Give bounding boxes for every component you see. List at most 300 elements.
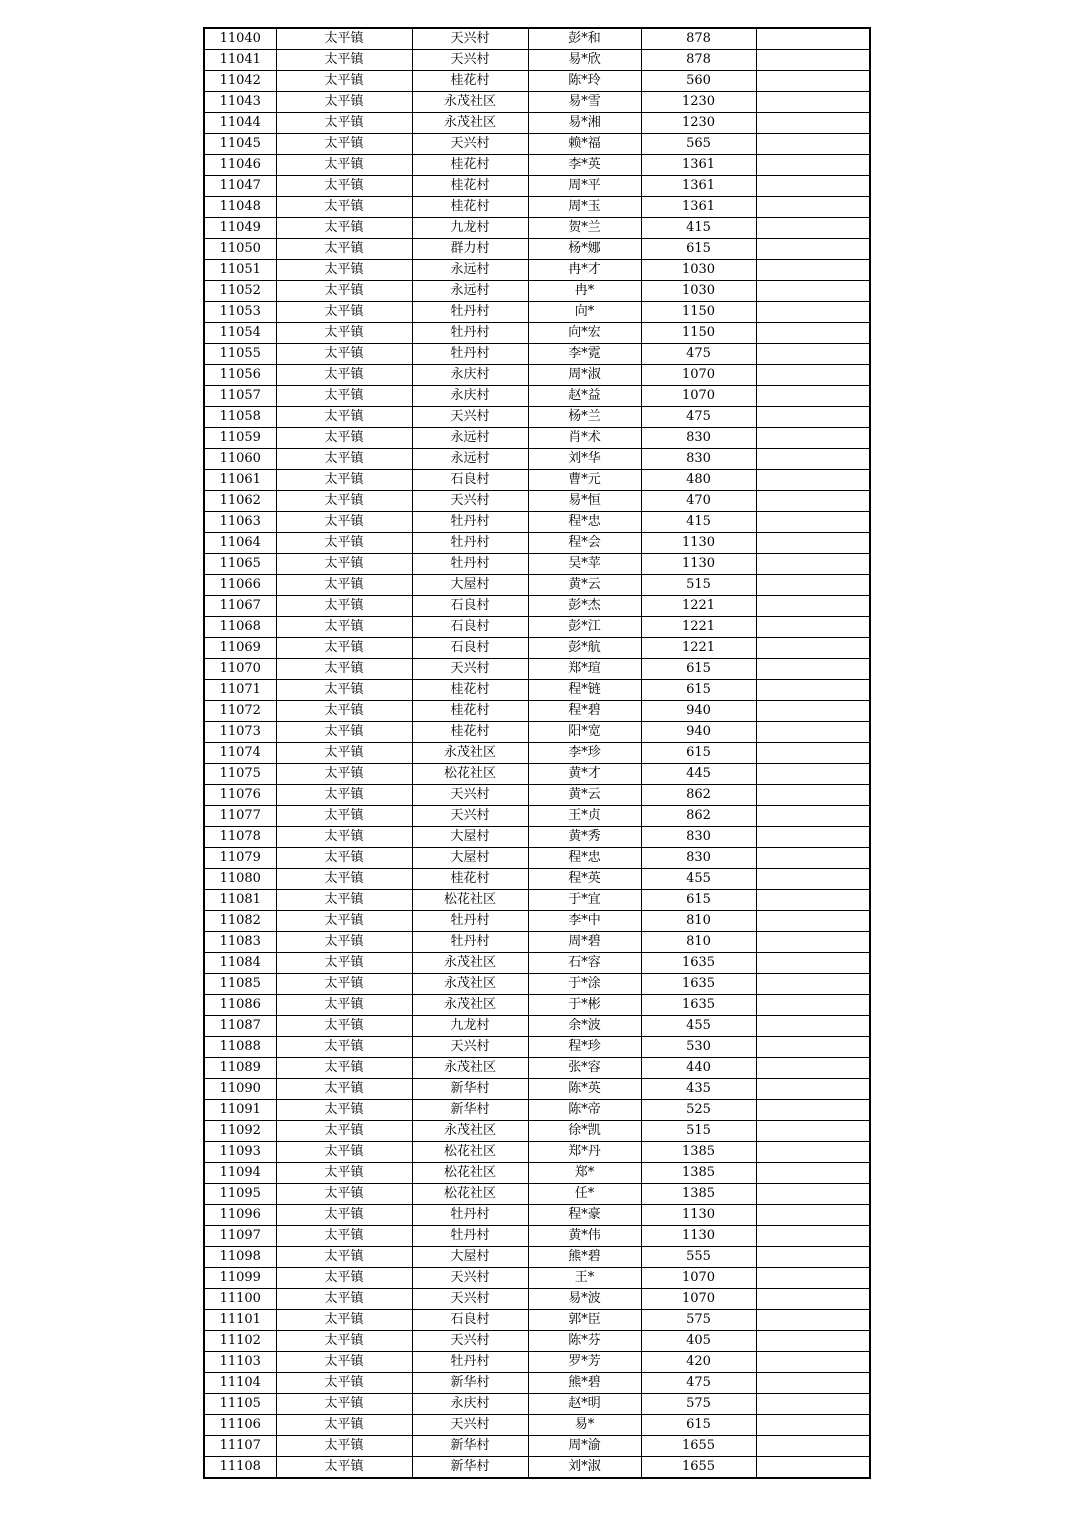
table-row <box>204 680 870 701</box>
table-row <box>204 281 870 302</box>
amount-cell: 1221 <box>641 638 756 659</box>
note-cell <box>756 491 870 512</box>
note-cell <box>756 722 870 743</box>
name-cell: 周*玉 <box>528 197 641 218</box>
table-row <box>204 155 870 176</box>
town-cell: 太平镇 <box>276 449 412 470</box>
amount-cell: 830 <box>641 428 756 449</box>
name-cell: 赖*福 <box>528 134 641 155</box>
table-row <box>204 92 870 113</box>
table-row <box>204 890 870 911</box>
village-cell: 牡丹村 <box>412 344 528 365</box>
village-cell: 石良村 <box>412 470 528 491</box>
id-cell: 11078 <box>204 827 276 848</box>
village-cell: 牡丹村 <box>412 932 528 953</box>
name-cell: 郑*瑄 <box>528 659 641 680</box>
town-cell: 太平镇 <box>276 806 412 827</box>
table-row <box>204 911 870 932</box>
table-row <box>204 1037 870 1058</box>
town-cell: 太平镇 <box>276 50 412 71</box>
note-cell <box>756 1163 870 1184</box>
note-cell <box>756 176 870 197</box>
table-row <box>204 1226 870 1247</box>
note-cell <box>756 995 870 1016</box>
id-cell: 11095 <box>204 1184 276 1205</box>
note-cell <box>756 1079 870 1100</box>
table-row <box>204 596 870 617</box>
village-cell: 牡丹村 <box>412 302 528 323</box>
amount-cell: 1150 <box>641 323 756 344</box>
note-cell <box>756 113 870 134</box>
amount-cell: 615 <box>641 1415 756 1436</box>
amount-cell: 475 <box>641 1373 756 1394</box>
id-cell: 11040 <box>204 28 276 50</box>
village-cell: 桂花村 <box>412 176 528 197</box>
id-cell: 11046 <box>204 155 276 176</box>
name-cell: 赵*益 <box>528 386 641 407</box>
note-cell <box>756 1016 870 1037</box>
note-cell <box>756 1394 870 1415</box>
village-cell: 石良村 <box>412 638 528 659</box>
note-cell <box>756 680 870 701</box>
amount-cell: 405 <box>641 1331 756 1352</box>
village-cell: 桂花村 <box>412 680 528 701</box>
id-cell: 11045 <box>204 134 276 155</box>
town-cell: 太平镇 <box>276 785 412 806</box>
village-cell: 永庆村 <box>412 1394 528 1415</box>
id-cell: 11042 <box>204 71 276 92</box>
id-cell: 11084 <box>204 953 276 974</box>
amount-cell: 525 <box>641 1100 756 1121</box>
name-cell: 程*碧 <box>528 701 641 722</box>
note-cell <box>756 911 870 932</box>
table-row <box>204 176 870 197</box>
id-cell: 11071 <box>204 680 276 701</box>
amount-cell: 1221 <box>641 596 756 617</box>
note-cell <box>756 1352 870 1373</box>
note-cell <box>756 1310 870 1331</box>
town-cell: 太平镇 <box>276 1163 412 1184</box>
town-cell: 太平镇 <box>276 1247 412 1268</box>
village-cell: 牡丹村 <box>412 533 528 554</box>
amount-cell: 878 <box>641 28 756 50</box>
amount-cell: 940 <box>641 722 756 743</box>
table-row <box>204 1457 870 1479</box>
id-cell: 11103 <box>204 1352 276 1373</box>
amount-cell: 615 <box>641 239 756 260</box>
name-cell: 彭*杰 <box>528 596 641 617</box>
amount-cell: 1635 <box>641 995 756 1016</box>
town-cell: 太平镇 <box>276 1058 412 1079</box>
id-cell: 11077 <box>204 806 276 827</box>
name-cell: 阳*宽 <box>528 722 641 743</box>
village-cell: 新华村 <box>412 1457 528 1479</box>
name-cell: 向* <box>528 302 641 323</box>
note-cell <box>756 1037 870 1058</box>
id-cell: 11050 <box>204 239 276 260</box>
table-row <box>204 638 870 659</box>
town-cell: 太平镇 <box>276 407 412 428</box>
id-cell: 11063 <box>204 512 276 533</box>
name-cell: 彭*航 <box>528 638 641 659</box>
table-row <box>204 827 870 848</box>
id-cell: 11052 <box>204 281 276 302</box>
name-cell: 熊*碧 <box>528 1247 641 1268</box>
name-cell: 肖*术 <box>528 428 641 449</box>
name-cell: 郑* <box>528 1163 641 1184</box>
note-cell <box>756 806 870 827</box>
table-row <box>204 1268 870 1289</box>
name-cell: 张*容 <box>528 1058 641 1079</box>
village-cell: 牡丹村 <box>412 1352 528 1373</box>
town-cell: 太平镇 <box>276 491 412 512</box>
table-row <box>204 1289 870 1310</box>
village-cell: 天兴村 <box>412 407 528 428</box>
town-cell: 太平镇 <box>276 1100 412 1121</box>
table-row <box>204 470 870 491</box>
town-cell: 太平镇 <box>276 554 412 575</box>
town-cell: 太平镇 <box>276 659 412 680</box>
amount-cell: 1070 <box>641 1289 756 1310</box>
id-cell: 11057 <box>204 386 276 407</box>
note-cell <box>756 323 870 344</box>
table-row <box>204 659 870 680</box>
id-cell: 11073 <box>204 722 276 743</box>
amount-cell: 1070 <box>641 386 756 407</box>
town-cell: 太平镇 <box>276 1373 412 1394</box>
note-cell <box>756 1100 870 1121</box>
amount-cell: 1130 <box>641 1226 756 1247</box>
town-cell: 太平镇 <box>276 281 412 302</box>
name-cell: 余*波 <box>528 1016 641 1037</box>
village-cell: 桂花村 <box>412 722 528 743</box>
note-cell <box>756 134 870 155</box>
village-cell: 牡丹村 <box>412 911 528 932</box>
amount-cell: 1130 <box>641 1205 756 1226</box>
table-row <box>204 365 870 386</box>
id-cell: 11068 <box>204 617 276 638</box>
village-cell: 天兴村 <box>412 1415 528 1436</box>
table-row <box>204 344 870 365</box>
name-cell: 曹*元 <box>528 470 641 491</box>
name-cell: 周*碧 <box>528 932 641 953</box>
amount-cell: 1030 <box>641 260 756 281</box>
amount-cell: 1130 <box>641 554 756 575</box>
id-cell: 11061 <box>204 470 276 491</box>
name-cell: 易*湘 <box>528 113 641 134</box>
amount-cell: 615 <box>641 890 756 911</box>
name-cell: 周*淑 <box>528 365 641 386</box>
table-row <box>204 617 870 638</box>
amount-cell: 615 <box>641 743 756 764</box>
id-cell: 11108 <box>204 1457 276 1479</box>
village-cell: 桂花村 <box>412 869 528 890</box>
note-cell <box>756 344 870 365</box>
town-cell: 太平镇 <box>276 743 412 764</box>
id-cell: 11083 <box>204 932 276 953</box>
town-cell: 太平镇 <box>276 1268 412 1289</box>
town-cell: 太平镇 <box>276 260 412 281</box>
note-cell <box>756 1457 870 1479</box>
id-cell: 11065 <box>204 554 276 575</box>
table-row <box>204 1100 870 1121</box>
id-cell: 11064 <box>204 533 276 554</box>
note-cell <box>756 617 870 638</box>
amount-cell: 1635 <box>641 974 756 995</box>
id-cell: 11049 <box>204 218 276 239</box>
table-row <box>204 491 870 512</box>
village-cell: 永远村 <box>412 281 528 302</box>
id-cell: 11104 <box>204 1373 276 1394</box>
id-cell: 11062 <box>204 491 276 512</box>
note-cell <box>756 449 870 470</box>
town-cell: 太平镇 <box>276 155 412 176</box>
note-cell <box>756 701 870 722</box>
id-cell: 11054 <box>204 323 276 344</box>
table-row <box>204 1436 870 1457</box>
village-cell: 牡丹村 <box>412 512 528 533</box>
amount-cell: 810 <box>641 932 756 953</box>
table-row <box>204 1079 870 1100</box>
amount-cell: 1230 <box>641 113 756 134</box>
note-cell <box>756 1247 870 1268</box>
id-cell: 11066 <box>204 575 276 596</box>
table-row <box>204 1373 870 1394</box>
id-cell: 11099 <box>204 1268 276 1289</box>
id-cell: 11070 <box>204 659 276 680</box>
note-cell <box>756 1121 870 1142</box>
table-row <box>204 806 870 827</box>
note-cell <box>756 554 870 575</box>
village-cell: 桂花村 <box>412 155 528 176</box>
note-cell <box>756 302 870 323</box>
note-cell <box>756 932 870 953</box>
note-cell <box>756 785 870 806</box>
id-cell: 11107 <box>204 1436 276 1457</box>
table-row <box>204 1331 870 1352</box>
id-cell: 11051 <box>204 260 276 281</box>
amount-cell: 1385 <box>641 1142 756 1163</box>
id-cell: 11089 <box>204 1058 276 1079</box>
village-cell: 天兴村 <box>412 785 528 806</box>
id-cell: 11060 <box>204 449 276 470</box>
name-cell: 周*平 <box>528 176 641 197</box>
amount-cell: 830 <box>641 449 756 470</box>
village-cell: 永茂社区 <box>412 743 528 764</box>
village-cell: 天兴村 <box>412 1268 528 1289</box>
name-cell: 杨*兰 <box>528 407 641 428</box>
town-cell: 太平镇 <box>276 512 412 533</box>
amount-cell: 515 <box>641 575 756 596</box>
id-cell: 11074 <box>204 743 276 764</box>
village-cell: 天兴村 <box>412 134 528 155</box>
village-cell: 新华村 <box>412 1373 528 1394</box>
note-cell <box>756 71 870 92</box>
town-cell: 太平镇 <box>276 239 412 260</box>
note-cell <box>756 533 870 554</box>
table-row <box>204 239 870 260</box>
id-cell: 11067 <box>204 596 276 617</box>
note-cell <box>756 596 870 617</box>
id-cell: 11047 <box>204 176 276 197</box>
id-cell: 11072 <box>204 701 276 722</box>
id-cell: 11044 <box>204 113 276 134</box>
note-cell <box>756 407 870 428</box>
id-cell: 11085 <box>204 974 276 995</box>
town-cell: 太平镇 <box>276 680 412 701</box>
table-row <box>204 1415 870 1436</box>
village-cell: 永庆村 <box>412 386 528 407</box>
name-cell: 于*彬 <box>528 995 641 1016</box>
amount-cell: 455 <box>641 869 756 890</box>
id-cell: 11082 <box>204 911 276 932</box>
table-row <box>204 1394 870 1415</box>
village-cell: 永远村 <box>412 260 528 281</box>
note-cell <box>756 1331 870 1352</box>
amount-cell: 445 <box>641 764 756 785</box>
amount-cell: 615 <box>641 659 756 680</box>
town-cell: 太平镇 <box>276 617 412 638</box>
table-row <box>204 407 870 428</box>
name-cell: 任* <box>528 1184 641 1205</box>
table-row <box>204 764 870 785</box>
village-cell: 石良村 <box>412 596 528 617</box>
id-cell: 11094 <box>204 1163 276 1184</box>
town-cell: 太平镇 <box>276 365 412 386</box>
amount-cell: 862 <box>641 785 756 806</box>
table-row <box>204 28 870 50</box>
name-cell: 程*会 <box>528 533 641 554</box>
id-cell: 11076 <box>204 785 276 806</box>
id-cell: 11053 <box>204 302 276 323</box>
note-cell <box>756 197 870 218</box>
village-cell: 石良村 <box>412 1310 528 1331</box>
amount-cell: 1130 <box>641 533 756 554</box>
id-cell: 11097 <box>204 1226 276 1247</box>
name-cell: 易*欣 <box>528 50 641 71</box>
name-cell: 李*英 <box>528 155 641 176</box>
town-cell: 太平镇 <box>276 596 412 617</box>
note-cell <box>756 869 870 890</box>
town-cell: 太平镇 <box>276 323 412 344</box>
village-cell: 永茂社区 <box>412 953 528 974</box>
town-cell: 太平镇 <box>276 575 412 596</box>
name-cell: 于*涂 <box>528 974 641 995</box>
village-cell: 松花社区 <box>412 890 528 911</box>
table-row <box>204 848 870 869</box>
amount-cell: 862 <box>641 806 756 827</box>
village-cell: 松花社区 <box>412 1142 528 1163</box>
amount-cell: 1361 <box>641 155 756 176</box>
town-cell: 太平镇 <box>276 134 412 155</box>
name-cell: 王* <box>528 1268 641 1289</box>
name-cell: 程*链 <box>528 680 641 701</box>
village-cell: 九龙村 <box>412 218 528 239</box>
town-cell: 太平镇 <box>276 71 412 92</box>
id-cell: 11087 <box>204 1016 276 1037</box>
table-row <box>204 785 870 806</box>
amount-cell: 530 <box>641 1037 756 1058</box>
note-cell <box>756 239 870 260</box>
note-cell <box>756 1226 870 1247</box>
table-row <box>204 113 870 134</box>
table-row <box>204 995 870 1016</box>
amount-cell: 810 <box>641 911 756 932</box>
village-cell: 大屋村 <box>412 575 528 596</box>
village-cell: 天兴村 <box>412 1331 528 1352</box>
town-cell: 太平镇 <box>276 1331 412 1352</box>
town-cell: 太平镇 <box>276 974 412 995</box>
name-cell: 于*宜 <box>528 890 641 911</box>
id-cell: 11090 <box>204 1079 276 1100</box>
town-cell: 太平镇 <box>276 1184 412 1205</box>
amount-cell: 440 <box>641 1058 756 1079</box>
village-cell: 松花社区 <box>412 1184 528 1205</box>
table-row <box>204 428 870 449</box>
amount-cell: 830 <box>641 827 756 848</box>
id-cell: 11101 <box>204 1310 276 1331</box>
village-cell: 新华村 <box>412 1436 528 1457</box>
amount-cell: 555 <box>641 1247 756 1268</box>
town-cell: 太平镇 <box>276 113 412 134</box>
table-body <box>204 28 870 1478</box>
name-cell: 冉*才 <box>528 260 641 281</box>
table-row <box>204 743 870 764</box>
table-row <box>204 722 870 743</box>
town-cell: 太平镇 <box>276 638 412 659</box>
village-cell: 新华村 <box>412 1100 528 1121</box>
name-cell: 郭*臣 <box>528 1310 641 1331</box>
village-cell: 九龙村 <box>412 1016 528 1037</box>
amount-cell: 1221 <box>641 617 756 638</box>
town-cell: 太平镇 <box>276 995 412 1016</box>
name-cell: 吴*苹 <box>528 554 641 575</box>
name-cell: 冉* <box>528 281 641 302</box>
amount-cell: 420 <box>641 1352 756 1373</box>
town-cell: 太平镇 <box>276 848 412 869</box>
amount-cell: 1361 <box>641 176 756 197</box>
amount-cell: 1385 <box>641 1184 756 1205</box>
village-cell: 群力村 <box>412 239 528 260</box>
table-row <box>204 512 870 533</box>
town-cell: 太平镇 <box>276 28 412 50</box>
village-cell: 牡丹村 <box>412 554 528 575</box>
name-cell: 程*珍 <box>528 1037 641 1058</box>
town-cell: 太平镇 <box>276 1457 412 1479</box>
note-cell <box>756 512 870 533</box>
id-cell: 11088 <box>204 1037 276 1058</box>
table-row <box>204 1247 870 1268</box>
table-row <box>204 1310 870 1331</box>
village-cell: 牡丹村 <box>412 323 528 344</box>
name-cell: 赵*明 <box>528 1394 641 1415</box>
note-cell <box>756 890 870 911</box>
note-cell <box>756 659 870 680</box>
village-cell: 永茂社区 <box>412 113 528 134</box>
id-cell: 11058 <box>204 407 276 428</box>
table-row <box>204 71 870 92</box>
id-cell: 11075 <box>204 764 276 785</box>
name-cell: 易*恒 <box>528 491 641 512</box>
amount-cell: 1655 <box>641 1436 756 1457</box>
town-cell: 太平镇 <box>276 827 412 848</box>
name-cell: 李*珍 <box>528 743 641 764</box>
village-cell: 桂花村 <box>412 71 528 92</box>
village-cell: 永茂社区 <box>412 92 528 113</box>
data-table <box>203 27 871 1479</box>
name-cell: 陈*英 <box>528 1079 641 1100</box>
name-cell: 彭*江 <box>528 617 641 638</box>
